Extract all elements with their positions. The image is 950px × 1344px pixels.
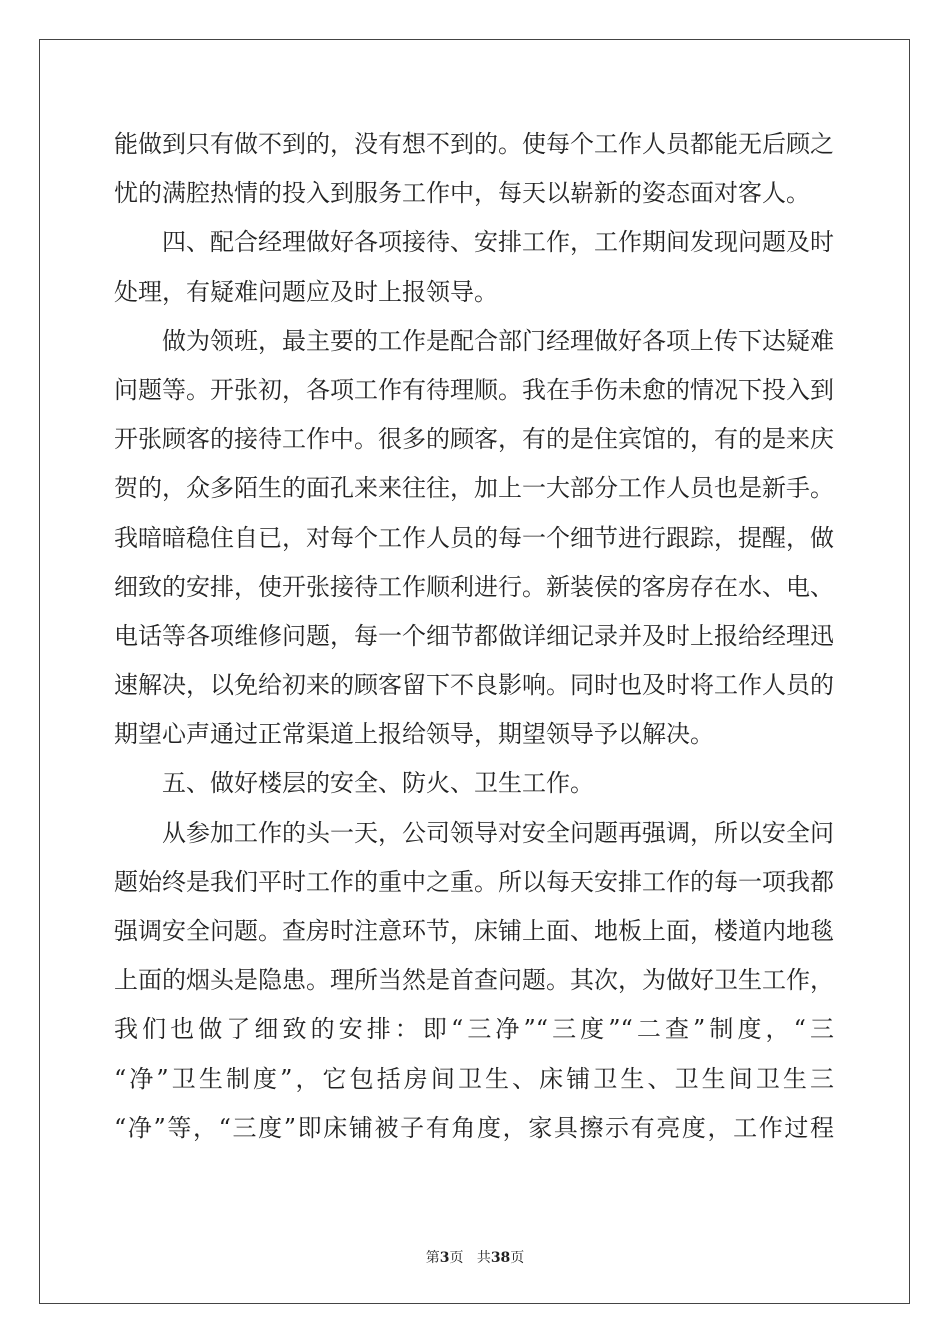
text-line: 我暗暗稳住自已，对每个工作人员的每一个细节进行跟踪，提醒，做 [114,523,834,552]
text-line: 开张顾客的接待工作中。很多的顾客，有的是住宾馆的，有的是来庆 [114,425,834,454]
text-line: 贺的，众多陌生的面孔来来往往，加上一大部分工作人员也是新手。 [114,474,834,503]
total-prefix: 共 [476,1250,491,1266]
text-line: 电话等各项维修问题，每一个细节都做详细记录并及时上报给经理迅 [114,621,834,650]
text-line: 题始终是我们平时工作的重中之重。所以每天安排工作的每一项我都 [114,867,834,896]
page-number: 3 [439,1250,450,1266]
text-line: 期望心声通过正常渠道上报给领导，期望领导予以解决。 [114,720,714,749]
total-suffix: 页 [510,1250,525,1266]
text-line: 能做到只有做不到的，没有想不到的。使每个工作人员都能无后顾之 [114,130,834,158]
text-line: 上面的烟头是隐患。理所当然是首查问题。其次，为做好卫生工作， [114,966,834,995]
text-line: 速解决，以免给初来的顾客留下不良影响。同时也及时将工作人员的 [114,671,834,700]
text-line: 忧的满腔热情的投入到服务工作中，每天以崭新的姿态面对客人。 [114,179,810,208]
document-body [114,120,834,1153]
page-prefix: 第 [425,1250,440,1266]
text-line: 五、做好楼层的安全、防火、卫生工作。 [114,769,594,798]
total-pages: 38 [490,1250,511,1266]
page-footer [0,1247,950,1267]
text-line: “净”等，“三度”即床铺被子有角度，家具擦示有亮度，工作过程 [114,1113,834,1142]
text-line: 四、配合经理做好各项接待、安排工作，工作期间发现问题及时 [114,228,834,257]
text-line: 从参加工作的头一天，公司领导对安全问题再强调，所以安全问 [114,818,834,847]
text-line: 强调安全问题。查房时注意环节，床铺上面、地板上面，楼道内地毯 [114,917,834,945]
text-line: 处理，有疑难问题应及时上报领导。 [114,277,498,306]
page-suffix: 页 [449,1250,464,1266]
text-line: 问题等。开张初，各项工作有待理顺。我在手伤未愈的情况下投入到 [114,375,834,404]
text-line: 做为领班，最主要的工作是配合部门经理做好各项上传下达疑难 [114,326,834,355]
text-line: 细致的安排，使开张接待工作顺利进行。新装侯的客房存在水、电、 [114,572,834,601]
text-line: 我们也做了细致的安排：即“三净”“三度”“二查”制度，“三 [114,1015,834,1044]
text-line: “净”卫生制度”，它包括房间卫生、床铺卫生、卫生间卫生三 [114,1064,834,1093]
